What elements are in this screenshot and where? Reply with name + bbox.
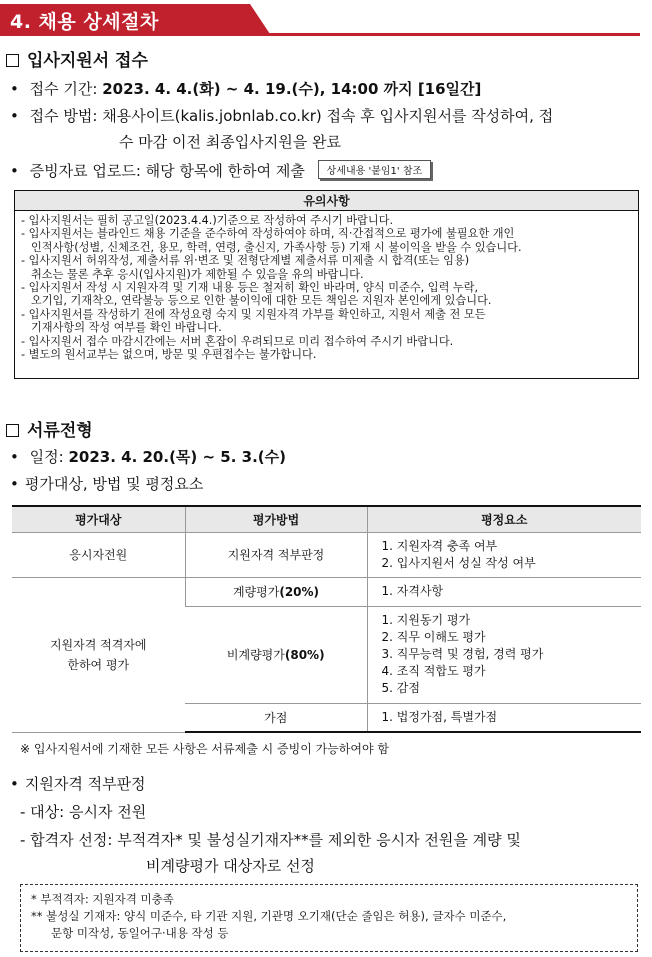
footnote-line: * 부적격자: 지원자격 미충족 — [31, 892, 174, 906]
eligibility-target: - 대상: 응시자 전원 — [20, 803, 147, 821]
footnote-line: ** 불성실 기재자: 양식 미준수, 타 기관 지원, 기관명 오기재(단순 줄임은 허용), 글자수 미준수, — [31, 909, 507, 923]
application-period-value: 2023. 4. 4.(화) ~ 4. 19.(수), 14:00 까지 [16일간] — [102, 80, 482, 98]
footnote-box — [20, 884, 638, 952]
notice-line: 기재사항의 작성 여부를 확인 바랍니다. — [31, 321, 222, 335]
notice-line: 취소는 물론 추후 응시(입사지원)가 제한될 수 있음을 유의 바랍니다. — [31, 267, 364, 281]
cell-criteria: 1. 자격사항 — [367, 577, 641, 606]
column-header-target: 평가대상 — [12, 506, 185, 532]
footnote-line: 문항 미작성, 동일어구·내용 작성 등 — [51, 926, 229, 940]
checkbox-square-icon — [6, 424, 19, 437]
upload-evidence: • 증빙자료 업로드: 해당 항목에 한하여 제출 상세내용 '붙임1' 참조 — [10, 160, 431, 181]
application-method: • 접수 방법: 채용사이트(kalis.jobnlab.co.kr) 접속 후 입사지원서를 작성하여, 접 — [10, 105, 553, 126]
evaluation-subtitle: • 평가대상, 방법 및 평정요소 — [10, 473, 203, 494]
cell-criteria: 1. 지원자격 충족 여부 2. 입사지원서 성실 작성 여부 — [367, 532, 641, 577]
notice-line: - 입사지원서 접수 마감시간에는 서버 혼잡이 우려되므로 미리 접수하여 주시기 바랍니다. — [21, 334, 454, 348]
appendix-reference-button[interactable]: 상세내용 '붙임1' 참조 — [318, 160, 432, 179]
notice-line: - 입사지원서 허위작성, 제출서류 위·변조 및 전형단계별 제출서류 미제출 시 합격(또는 임용) — [21, 254, 470, 268]
cell-method: 비계량평가(80%) — [185, 606, 367, 703]
table-row — [12, 532, 641, 577]
notice-line: - 별도의 원서교부는 없으며, 방문 및 우편접수는 불가합니다. — [21, 348, 317, 362]
checkbox-square-icon — [6, 54, 19, 67]
notice-line: - 입사지원서 작성 시 지원자격 및 기재 내용 등은 철저히 확인 바라며, 양식 미준수, 입력 누락, — [21, 281, 479, 295]
cell-method: 가점 — [185, 703, 367, 732]
eligibility-selection-line2: 비계량평가 대상자로 선정 — [146, 857, 315, 875]
cell-criteria: 1. 법정가점, 특별가점 — [367, 703, 641, 732]
cell-target: 지원자격 적격자에 한하여 평가 — [12, 577, 185, 732]
notice-line: - 입사지원서를 작성하기 전에 작성요령 숙지 및 지원자격 가부를 확인하고, 지원서 제출 전 모든 — [21, 307, 486, 321]
table-header-row — [12, 506, 641, 532]
eligibility-bullet: • 지원자격 적부판정 — [10, 773, 146, 794]
notice-box — [14, 190, 639, 379]
table-row — [12, 577, 641, 606]
section-title-application: 입사지원서 접수 — [6, 46, 148, 71]
column-header-method: 평가방법 — [185, 506, 367, 532]
notice-line: - 입사지원서는 블라인드 채용 기준을 준수하여 작성하여야 하며, 직·간접적으로 평가에 불필요한 개인 — [21, 227, 515, 241]
header-underline — [0, 33, 640, 36]
notice-title: 유의사항 — [15, 191, 638, 211]
notice-line: 인적사항(성별, 신체조건, 용모, 학력, 연령, 출신지, 가족사항 등) 기재 시 불이익을 받을 수 있습니다. — [31, 240, 522, 254]
evaluation-table — [12, 505, 641, 733]
cell-method: 지원자격 적부판정 — [185, 532, 367, 577]
column-header-criteria: 평정요소 — [367, 506, 641, 532]
table-note: ※ 입사지원서에 기재한 모든 사항은 서류제출 시 증빙이 가능하여야 함 — [20, 742, 389, 756]
eligibility-selection-line1: - 합격자 선정: 부적격자* 및 불성실기재자**를 제외한 응시자 전원을 계량 및 — [20, 831, 521, 849]
notice-line: 오기입, 기재착오, 연락불능 등으로 인한 불이익에 대한 모든 책임은 지원자 본인에게 있습니다. — [31, 294, 492, 308]
application-method-line2: 수 마감 이전 최종입사지원을 완료 — [119, 133, 341, 151]
cell-target: 응시자전원 — [12, 532, 185, 577]
notice-line: - 입사지원서는 필히 공고일(2023.4.4.)기준으로 작성하여 주시기 바랍니다. — [21, 214, 394, 227]
screening-schedule: • 일정: 2023. 4. 20.(목) ~ 5. 3.(수) — [10, 446, 286, 467]
screening-schedule-value: 2023. 4. 20.(목) ~ 5. 3.(수) — [68, 448, 286, 466]
section-header-title: 4. 채용 상세절차 — [10, 11, 159, 33]
section-title-document-screening: 서류전형 — [6, 416, 93, 441]
application-method-line1: 채용사이트(kalis.jobnlab.co.kr) 접속 후 입사지원서를 작성하여, 접 — [102, 107, 554, 125]
notice-body — [15, 211, 638, 364]
application-period: • 접수 기간: 2023. 4. 4.(화) ~ 4. 19.(수), 14:00 까지 [16일간] — [10, 78, 481, 99]
cell-method: 계량평가(20%) — [185, 577, 367, 606]
cell-criteria: 1. 지원동기 평가 2. 직무 이해도 평가 3. 직무능력 및 경험, 경력 평가 4. 조직 적합도 평가 5. 감점 — [367, 606, 641, 703]
